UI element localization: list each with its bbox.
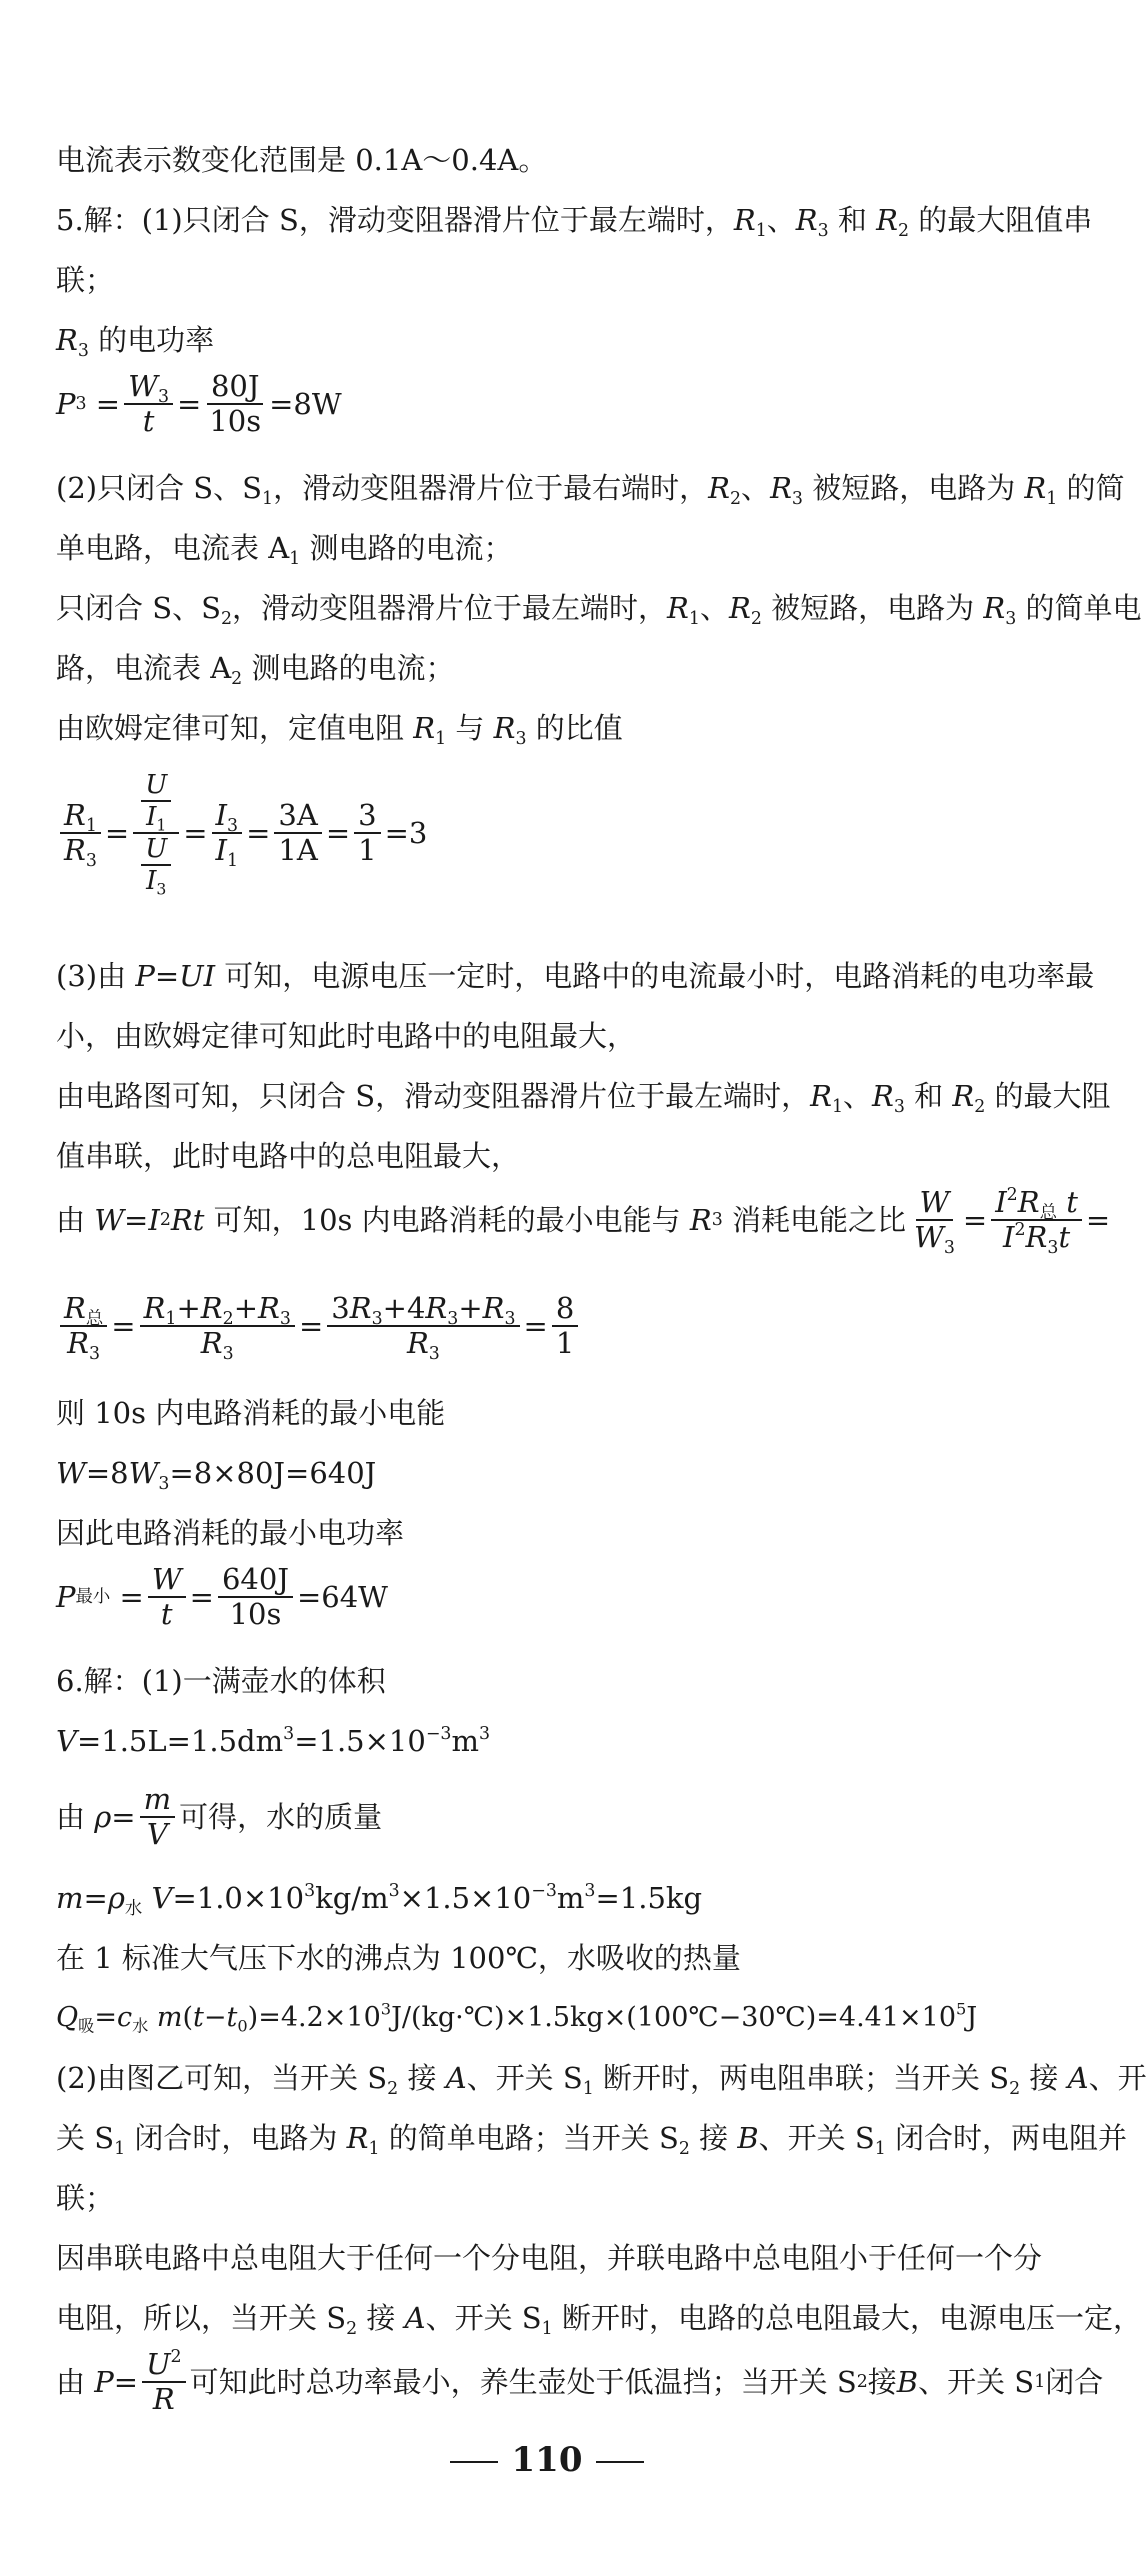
text-line-31: 因串联电路中总电阻大于任何一个分电阻，并联电路中总电阻小于任何一个分 [56,2241,1043,2275]
formula-r-total-ratio: $\frac{R_总}{R_3}$ = $\frac{R_1+R_2+R_3}{R_3}$ = $\frac{3R_3+4R_3+R_3}{R_3}$ = $\frac{8}{1}$ [56,1290,582,1361]
text-line-14: 由电路图可知，只闭合 S，滑动变阻器滑片位于最左端时，$R_1$、$R_3$ 和 $R_2$ 的最大阻 [56,1079,1111,1118]
text-line-29: 关 $S_1$ 闭合时，电路为 $R_1$ 的简单电路；当开关 $S_2$ 接 B、开关 $S_1$ 闭合时，两电阻并 [56,2121,1128,2160]
text-line-24: 由 ρ = $\frac{m}{V}$ 可得，水的质量 [56,1782,383,1852]
footer-dash-left [450,2461,498,2463]
formula-w-min: $W=8W_3=8\times 80J=640J$ [56,1456,377,1495]
text-line-4: $R_3$ 的电功率 [56,323,215,362]
text-line-6: (2)只闭合 S、$S_1$，滑动变阻器滑片位于最右端时，$R_2$、$R_3$ 被短路，电路为 $R_1$ 的简 [56,471,1125,510]
formula-mass: $m=\rho_水$ $V=1.0\times 10^3kg/m^3\times 1.5\times 10^{-3}m^3=1.5kg$ [56,1880,703,1920]
text-line-2: 5.解：(1)只闭合 S，滑动变阻器滑片位于最左端时，$R_1$、$R_3$ 和 $R_2$ 的最大阻值串 [56,203,1093,242]
text-line-33: 由 P = $\frac{U^2}{R}$ 可知此时总功率最小，养生壶处于低温挡；当开关 S 2 接 B 、开关 S 1 闭合 [56,2346,1104,2417]
text-line-7: 单电路，电流表 $A_1$ 测电路的电流； [56,531,513,570]
text-line-15: 值串联，此时电路中的总电阻最大， [56,1139,521,1173]
text-line-20: 因此电路消耗的最小电功率 [56,1516,405,1550]
text-line-10: 由欧姆定律可知，定值电阻 $R_1$ 与 $R_3$ 的比值 [56,711,623,750]
text-line-32: 电阻，所以，当开关 $S_2$ 接 A、开关 $S_1$ 断开时，电路的总电阻最大，电源电压一定， [56,2301,1142,2340]
text-line-9: 路，电流表 $A_2$ 测电路的电流； [56,651,455,690]
text-line-8: 只闭合 S、$S_2$，滑动变阻器滑片位于最左端时，$R_1$、$R_2$ 被短路，电路为 $R_3$ 的简单电 [56,591,1142,630]
text-line-30: 联； [56,2181,115,2215]
formula-p-min: P 最小 = $\frac{W}{t}$ = $\frac{640J}{10s}$ =64W [56,1562,388,1632]
page-footer [0,2440,1094,2480]
text-line-28: (2)由图乙可知，当开关 $S_2$ 接 A、开关 $S_1$ 断开时，两电阻串联；当开关 $S_2$ 接 A、开 [56,2061,1147,2100]
text-line-16: 由 W = I 2 Rt 可知，10s 内电路消耗的最小电能与 R 3 消耗电能之比 $\frac{W}{W_3}$ = $\frac{I^2R_总 t}{I^2R_3t}$ = [56,1184,1111,1259]
text-line-1: 电流表示数变化范围是 0.1A～0.4A。 [56,143,548,177]
footer-dash-right [596,2461,644,2463]
text-line-12: (3)由 P=UI 可知，电源电压一定时，电路中的电流最小时，电路消耗的电功率最 [56,959,1095,993]
page-number: 110 [511,2440,583,2480]
text-line-13: 小，由欧姆定律可知此时电路中的电阻最大， [56,1019,637,1053]
text-line-26: 在 1 标准大气压下水的沸点为 100℃，水吸收的热量 [56,1941,741,1975]
formula-volume: $V=1.5L=1.5dm^3=1.5\times 10^{-3}m^3$ [56,1723,491,1758]
formula-heat: $Q_吸=c_水$ $m(t-t_0)=4.2\times 10^3J/(kg\cdot℃)\times 1.5kg\times(100℃-30℃)=4.41\times 10^5J$ [56,1999,978,2036]
text-line-18: 则 10s 内电路消耗的最小电能 [56,1396,446,1430]
formula-p3: P 3 = $\frac{W_3}{t}$ = $\frac{80J}{10s}$ =8W [56,369,342,439]
text-line-3: 联； [56,263,115,297]
formula-r1-r3-ratio: $\frac{R_1}{R_3}$ = $\frac{\frac{U}{I_1}}{\frac{U}{I_3}}$ = $\frac{I_3}{I_1}$ = $\frac{3A}{1A}$ = $\frac{3}{1}$ =3 [56,770,427,896]
text-line-22: 6.解：(1)一满壶水的体积 [56,1664,386,1698]
